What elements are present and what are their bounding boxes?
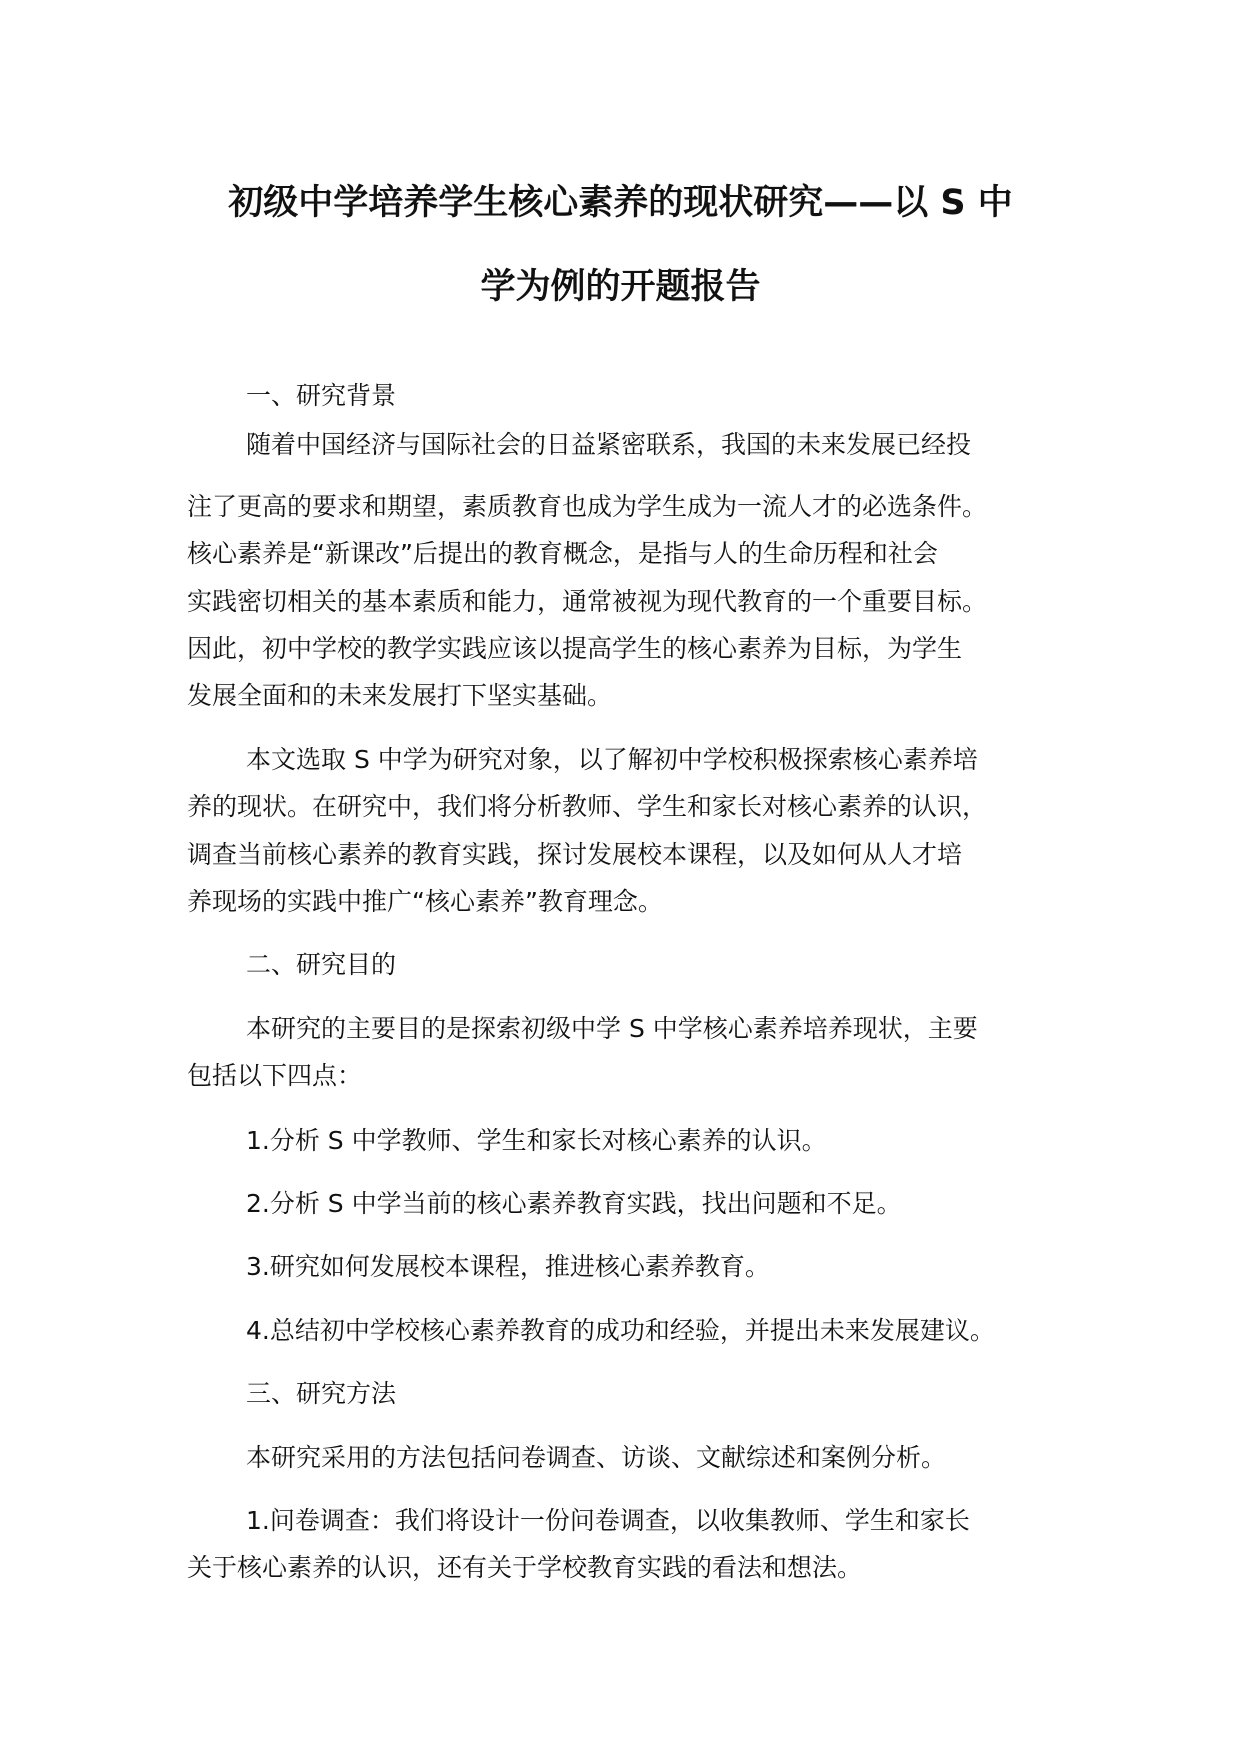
paragraph-line: 养现场的实践中推广“核心素养”教育理念。 xyxy=(187,887,663,916)
paragraph-line: 发展全面和的未来发展打下坚实基础。 xyxy=(187,681,613,710)
paragraph-line: 调查当前核心素养的教育实践，探讨发展校本课程，以及如何从人才培 xyxy=(187,840,963,869)
list-item: 2.分析 S 中学当前的核心素养教育实践，找出问题和不足。 xyxy=(246,1189,902,1218)
paragraph-line: 本研究的主要目的是探索初级中学 S 中学核心素养培养现状，主要 xyxy=(246,1014,978,1043)
paragraph-line: 本文选取 S 中学为研究对象，以了解初中学校积极探索核心素养培 xyxy=(246,745,978,774)
paragraph-line: 本研究采用的方法包括问卷调查、访谈、文献综述和案例分析。 xyxy=(246,1443,947,1472)
list-item: 4.总结初中学校核心素养教育的成功和经验，并提出未来发展建议。 xyxy=(246,1316,995,1345)
paragraph-line: 包括以下四点： xyxy=(187,1061,363,1090)
paragraph-line: 核心素养是“新课改”后提出的教育概念，是指与人的生命历程和社会 xyxy=(187,539,938,568)
paragraph-line: 养的现状。在研究中，我们将分析教师、学生和家长对核心素养的认识， xyxy=(187,792,988,821)
section-heading-purpose: 二、研究目的 xyxy=(246,950,397,979)
paragraph-line: 随着中国经济与国际社会的日益紧密联系，我国的未来发展已经投 xyxy=(246,430,972,459)
paragraph-line: 注了更高的要求和期望，素质教育也成为学生成为一流人才的必选条件。 xyxy=(187,492,988,521)
paragraph-line: 关于核心素养的认识，还有关于学校教育实践的看法和想法。 xyxy=(187,1553,863,1582)
list-item: 3.研究如何发展校本课程，推进核心素养教育。 xyxy=(246,1252,770,1281)
list-item: 1.分析 S 中学教师、学生和家长对核心素养的认识。 xyxy=(246,1126,827,1155)
paragraph-line: 实践密切相关的基本素质和能力，通常被视为现代教育的一个重要目标。 xyxy=(187,587,988,616)
section-heading-method: 三、研究方法 xyxy=(246,1379,397,1408)
paragraph-line: 1.问卷调查：我们将设计一份问卷调查，以收集教师、学生和家长 xyxy=(246,1506,970,1535)
document-title-line-2: 学为例的开题报告 xyxy=(480,267,761,307)
document-title-line-1: 初级中学培养学生核心素养的现状研究——以 S 中 xyxy=(228,183,1013,223)
section-heading-background: 一、研究背景 xyxy=(246,381,397,410)
paragraph-line: 因此，初中学校的教学实践应该以提高学生的核心素养为目标，为学生 xyxy=(187,634,963,663)
